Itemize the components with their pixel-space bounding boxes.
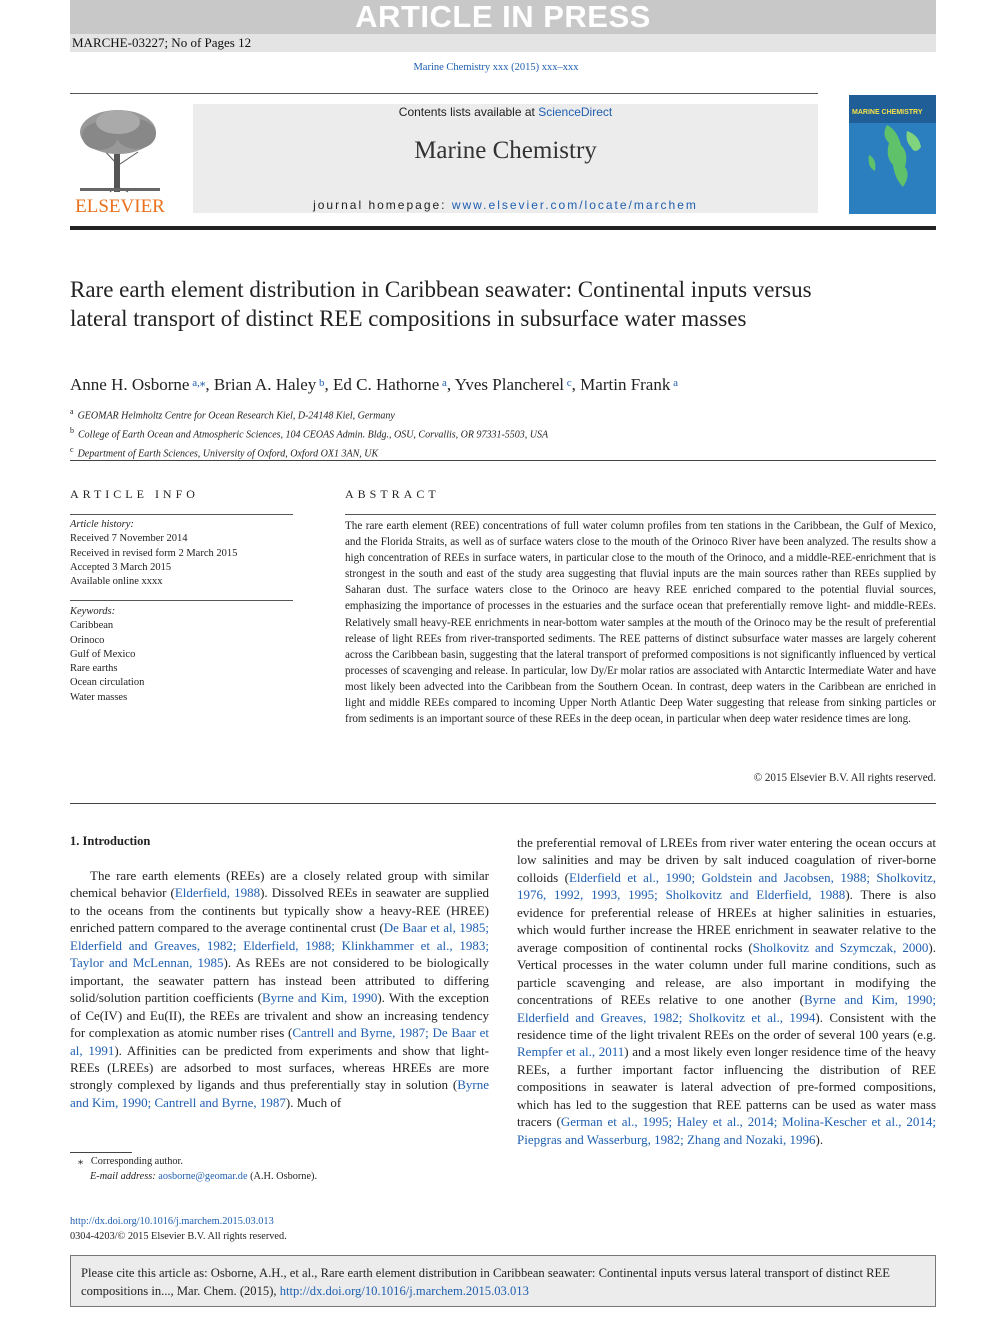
citation-link[interactable]: Elderfield, 1988	[174, 885, 261, 901]
history-item: Available online xxxx	[70, 576, 163, 588]
history-item: Received 7 November 2014	[70, 533, 188, 545]
author-name: Martin Frank	[580, 375, 671, 394]
body-text: ). Much of	[285, 1094, 342, 1110]
author-list	[70, 373, 936, 397]
affiliation	[70, 443, 936, 462]
divider	[70, 600, 293, 601]
author-affiliation-mark[interactable]: a	[670, 377, 678, 389]
contents-line	[193, 105, 818, 119]
journal-citation-link[interactable]: Marine Chemistry xxx (2015) xxx–xxx	[413, 62, 579, 73]
email-suffix: (A.H. Osborne).	[247, 1171, 318, 1182]
author-affiliation-mark[interactable]: c	[564, 377, 572, 389]
author-separator: ,	[205, 375, 214, 394]
manuscript-ref: MARCHE-03227; No of Pages 12	[70, 34, 936, 52]
affiliation-mark: b	[70, 425, 74, 435]
body-text: The rare earth elements (REEs) are a closely related group with similar chemical behavior (	[70, 868, 489, 901]
divider	[345, 514, 936, 515]
sciencedirect-link[interactable]: ScienceDirect	[538, 105, 613, 119]
affiliation-mark: c	[70, 444, 74, 454]
abstract-heading: ABSTRACT	[345, 487, 440, 501]
author-name: Yves Plancherel	[454, 375, 565, 394]
history-item: Received in revised form 2 March 2015	[70, 547, 238, 559]
keyword-item: Water masses	[70, 691, 128, 703]
article-info-heading: ARTICLE INFO	[70, 487, 199, 501]
body-text: ). Consistent with the residence time of the light trivalent REEs on the order of several 100 years (e.g.	[517, 1009, 936, 1042]
keyword-item: Ocean circulation	[70, 677, 145, 689]
keyword-item: Rare earths	[70, 663, 118, 675]
issn-rights: 0304-4203/© 2015 Elsevier B.V. All rights reserved.	[70, 1231, 287, 1242]
body-text: ). As REEs are not considered to be biologically important, the seawater pattern has instead been attributed to differing solid/solution partition coefficients (	[70, 955, 489, 1006]
body-text: ). Affinities can be predicted from experiments and show that light-REEs (LREEs) are adsorbed to most surfaces, whereas HREEs are more strongly complexed by ligands and thus preferentially stay in solution (	[70, 1042, 489, 1093]
doi-link[interactable]: http://dx.doi.org/10.1016/j.marchem.2015.03.013	[70, 1216, 274, 1227]
author-affiliation-mark[interactable]: a	[439, 377, 447, 389]
email-note	[78, 1169, 498, 1184]
tree-icon	[70, 104, 170, 214]
body-text: ). With the exception of Ce(IV) and Eu(II), the REEs are trivalent and show an increasing tendency for complexation as atomic number rises (	[70, 990, 490, 1041]
citation-link[interactable]: De Baar et al, 1985; Elderfield and Greaves, 1982; Elderfield, 1988; Klinkhammer et al., 1983; Taylor and McLennan, 1985	[70, 920, 489, 971]
header-bottom-rule	[70, 226, 936, 230]
elsevier-logo	[70, 104, 170, 214]
citation-link[interactable]: Elderfield et al., 1990; Goldstein and Jacobsen, 1988; Sholkovitz, 1976, 1992, 1993, 1995; Sholkovitz and Elderfield, 1988	[517, 869, 936, 903]
keywords-block	[70, 605, 293, 705]
keywords-label: Keywords:	[70, 606, 116, 617]
citation-link[interactable]: Sholkovitz and Szymczak, 2000	[752, 939, 929, 955]
author-name: Anne H. Osborne	[70, 375, 190, 394]
body-text: ). Vertical processes in the water column under full marine conditions, such as particle scavenging and release, are also important in modifying the concentrations of REEs relative to one another (	[517, 939, 936, 1008]
article-title: Rare earth element distribution in Caribbean seawater: Continental inputs versus lateral transport of distinct REE compositions in subsurface water masses	[70, 277, 812, 331]
cite-text: Please cite this article as: Osborne, A.H., et al., Rare earth element distribution in Caribbean seawater: Continental inputs versus lateral transport of distinct REE compositions in..., Mar. Chem. (2015),	[81, 1266, 890, 1298]
cite-this-article-box	[70, 1255, 936, 1307]
body-text: ). Dissolved REEs in seawater are supplied to the oceans from the continents but typically show a heavy-REE (HREE) enriched pattern compared to the average continental crust (	[70, 885, 489, 936]
citation-link[interactable]: Cantrell and Byrne, 1987; De Baar et al, 1991	[70, 1025, 489, 1058]
keyword-item: Orinoco	[70, 634, 105, 646]
doi-block	[70, 1214, 490, 1244]
author-separator: ,	[571, 375, 581, 394]
section-heading-introduction: 1. Introduction	[70, 834, 151, 848]
author-affiliation-mark[interactable]: b	[316, 377, 325, 389]
corresponding-author-note	[78, 1154, 498, 1169]
body-text: ).	[815, 1131, 824, 1147]
email-link[interactable]: aosborne@geomar.de	[158, 1171, 248, 1182]
citation-link[interactable]: Byrne and Kim, 1990; Cantrell and Byrne, 1987	[70, 1077, 489, 1110]
journal-name: Marine Chemistry	[414, 137, 597, 164]
footnote-rule	[70, 1152, 132, 1153]
homepage-label: journal homepage:	[313, 198, 452, 212]
footnote	[78, 1154, 498, 1184]
affiliation-list	[70, 405, 936, 461]
body-text: ) and a most likely even longer residence time of the heavy REEs, a further important factor influencing the distribution of REE compositions in seawater is lateral advection of pre-formed compositions, which has led to the suggestion that REE patterns can be used as water mass tracers (	[517, 1044, 937, 1130]
abstract-copyright: © 2015 Elsevier B.V. All rights reserved.	[753, 772, 936, 784]
citation-link[interactable]: Byrne and Kim, 1990; Elderfield and Greaves, 1982; Sholkovitz et al., 1994	[517, 992, 937, 1025]
corr-mark: ⁎	[78, 1156, 84, 1167]
cover-title: MARINE CHEMISTRY	[852, 109, 923, 116]
email-label: E-mail address:	[90, 1171, 159, 1182]
body-text: ). There is also evidence for preferential release of HREEs at higher salinities in estuaries, which would further increase the HREE enrichment in seawater relative to the average composition of continental rocks (	[517, 887, 936, 955]
citation-link[interactable]: Byrne and Kim, 1990	[262, 990, 378, 1006]
body-column-right	[517, 834, 936, 1148]
author-name: Ed C. Hathorne	[333, 375, 440, 394]
keyword-item: Caribbean	[70, 620, 114, 632]
divider	[70, 803, 936, 804]
affiliation-mark: a	[70, 407, 74, 416]
author-separator: ,	[446, 375, 455, 394]
affiliation-text: Department of Earth Sciences, University of Oxford, Oxford OX1 3AN, UK	[77, 447, 379, 459]
history-item: Accepted 3 March 2015	[70, 561, 172, 573]
author-separator: ,	[324, 375, 334, 394]
header-top-rule	[70, 93, 818, 94]
article-history	[70, 518, 293, 589]
history-list	[70, 532, 293, 589]
contents-prefix: Contents lists available at	[398, 105, 539, 119]
citation-link[interactable]: Rempfer et al., 2011	[517, 1044, 625, 1060]
homepage-line	[193, 198, 818, 212]
corr-text: Corresponding author.	[90, 1156, 183, 1167]
divider	[70, 514, 293, 515]
abstract-text: The rare earth element (REE) concentrations of full water column profiles from ten stations in the Caribbean, the Gulf of Mexico, and the Florida Straits, as well as of surface waters close to the mouth of the Orinoco River have been analyzed. The results show a high concentration of REEs in surface waters, in particular close to the mouth of the Orinoco, and a middle-REE-enrichment that is strongest in the south and east of the study area suggesting that fluvial inputs are the main sources rather than REEs supplied by Saharan dust. The surface waters close to the Orinoco are heavy REE enriched compared to the potential fluvial sources, emphasizing the importance of processes in the estuaries and the surface ocean that preferentially remove light- and middle-REEs. Relatively small heavy-REE enrichments in near-bottom water samples at the mouth of the Orinoco may be the result of preferential release of light REEs from river-transported sediments. The REE patterns of distinct subsurface water masses are largely coherent across the Caribbean basin, suggesting that the lateral transport of preformed compositions is not significantly influenced by vertical processes of scavenging and release. In particular, low Dy/Er molar ratios are associated with Antarctic Intermediate Water and have most likely been advected into the Caribbean from the Southern Ocean. In contrast, deep waters in the Caribbean are enriched in light and middle REEs compared to incoming Upper North Atlantic Deep Water suggesting that release from sinking particles or from sediments is an important source of these REEs in the deep ocean, in particular when deep water residence times are long.	[345, 520, 936, 726]
article-in-press-banner: ARTICLE IN PRESS	[70, 0, 936, 34]
author-affiliation-mark[interactable]: a,⁎	[189, 377, 206, 389]
history-label: Article history:	[70, 519, 134, 530]
keyword-item: Gulf of Mexico	[70, 648, 136, 660]
cite-doi-link[interactable]: http://dx.doi.org/10.1016/j.marchem.2015.03.013	[279, 1284, 529, 1298]
body-text: the preferential removal of LREEs from river water entering the ocean occurs at low salinities and may be driven by salt induced coagulation of river-borne colloids (	[517, 835, 936, 885]
body-column-left	[70, 867, 489, 1111]
elsevier-wordmark: ELSEVIER	[75, 196, 165, 214]
affiliation-text: College of Earth Ocean and Atmospheric Sciences, 104 CEOAS Admin. Bldg., OSU, Corvallis, OR 97331-5503, USA	[78, 429, 549, 441]
divider	[70, 460, 936, 461]
keywords-list	[70, 619, 293, 705]
affiliation	[70, 405, 936, 424]
author-name: Brian A. Haley	[213, 375, 317, 394]
affiliation-text: GEOMAR Helmholtz Centre for Ocean Research Kiel, D-24148 Kiel, Germany	[77, 410, 395, 422]
citation-link[interactable]: German et al., 1995; Haley et al., 2014; Molina-Kescher et al., 2014; Piepgras and Wasserburg, 1982; Zhang and Nozaki, 1996	[517, 1114, 936, 1147]
affiliation	[70, 424, 936, 443]
homepage-link[interactable]: www.elsevier.com/locate/marchem	[451, 198, 698, 212]
